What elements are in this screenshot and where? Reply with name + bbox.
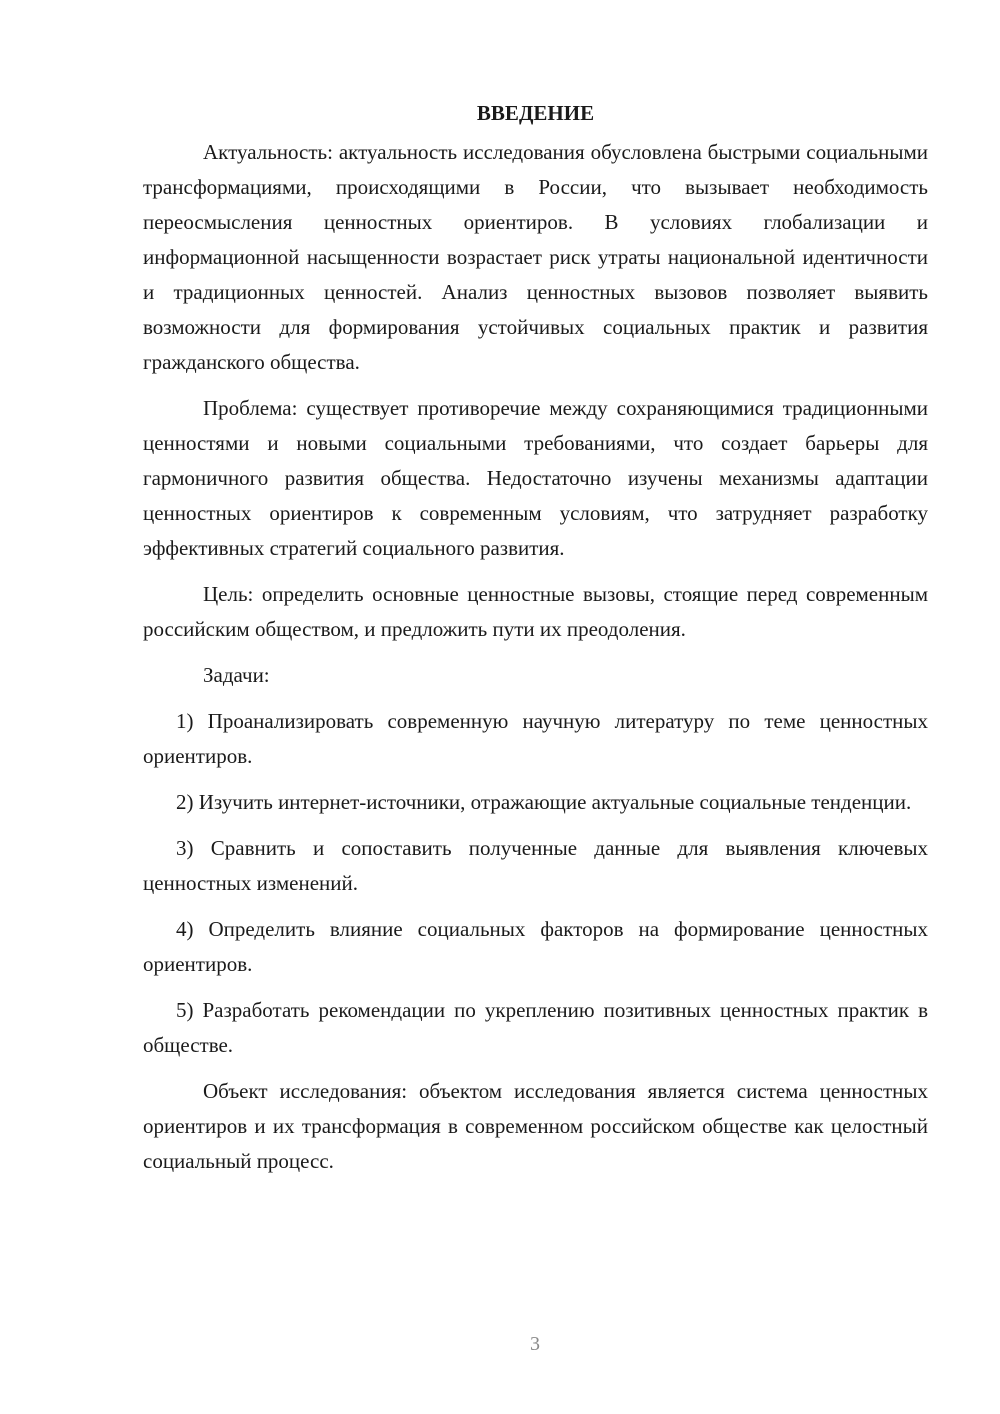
page-content <box>143 96 928 1190</box>
paragraph-relevance: Актуальность: актуальность исследования обусловлена быстрыми социальными трансформациями, происходящими в России, что вызывает необходимость переосмысления ценностных ориентиров. В условиях глобализации и информационной насыщенности возрастает риск утраты национальной идентичности и традиционных ценностей. Анализ ценностных вызовов позволяет выявить возможности для формирования устойчивых социальных практик и развития гражданского общества. <box>143 140 928 374</box>
task-item-2: 2) Изучить интернет-источники, отражающие актуальные социальные тенденции. <box>176 790 912 814</box>
paragraph-problem: Проблема: существует противоречие между сохраняющимися традиционными ценностями и новыми социальными требованиями, что создает барьеры для гармоничного развития общества. Недостаточно изучены механизмы адаптации ценностных ориентиров к современным условиям, что затрудняет разработку эффективных стратегий социального развития. <box>143 396 928 560</box>
page-number: 3 <box>530 1333 540 1355</box>
task-item-1: 1) Проанализировать современную научную литературу по теме ценностных ориентиров. <box>143 709 928 768</box>
section-title: ВВЕДЕНИЕ <box>476 101 595 125</box>
tasks-label: Задачи: <box>203 663 270 687</box>
task-item-5: 5) Разработать рекомендации по укреплению позитивных ценностных практик в обществе. <box>143 998 928 1057</box>
paragraph-object: Объект исследования: объектом исследования является система ценностных ориентиров и их трансформация в современном российском обществе как целостный социальный процесс. <box>143 1079 928 1173</box>
paragraph-goal: Цель: определить основные ценностные вызовы, стоящие перед современным российским обществом, и предложить пути их преодоления. <box>143 582 928 641</box>
task-item-3: 3) Сравнить и сопоставить полученные данные для выявления ключевых ценностных изменений. <box>143 836 928 895</box>
task-item-4: 4) Определить влияние социальных факторов на формирование ценностных ориентиров. <box>143 917 928 976</box>
